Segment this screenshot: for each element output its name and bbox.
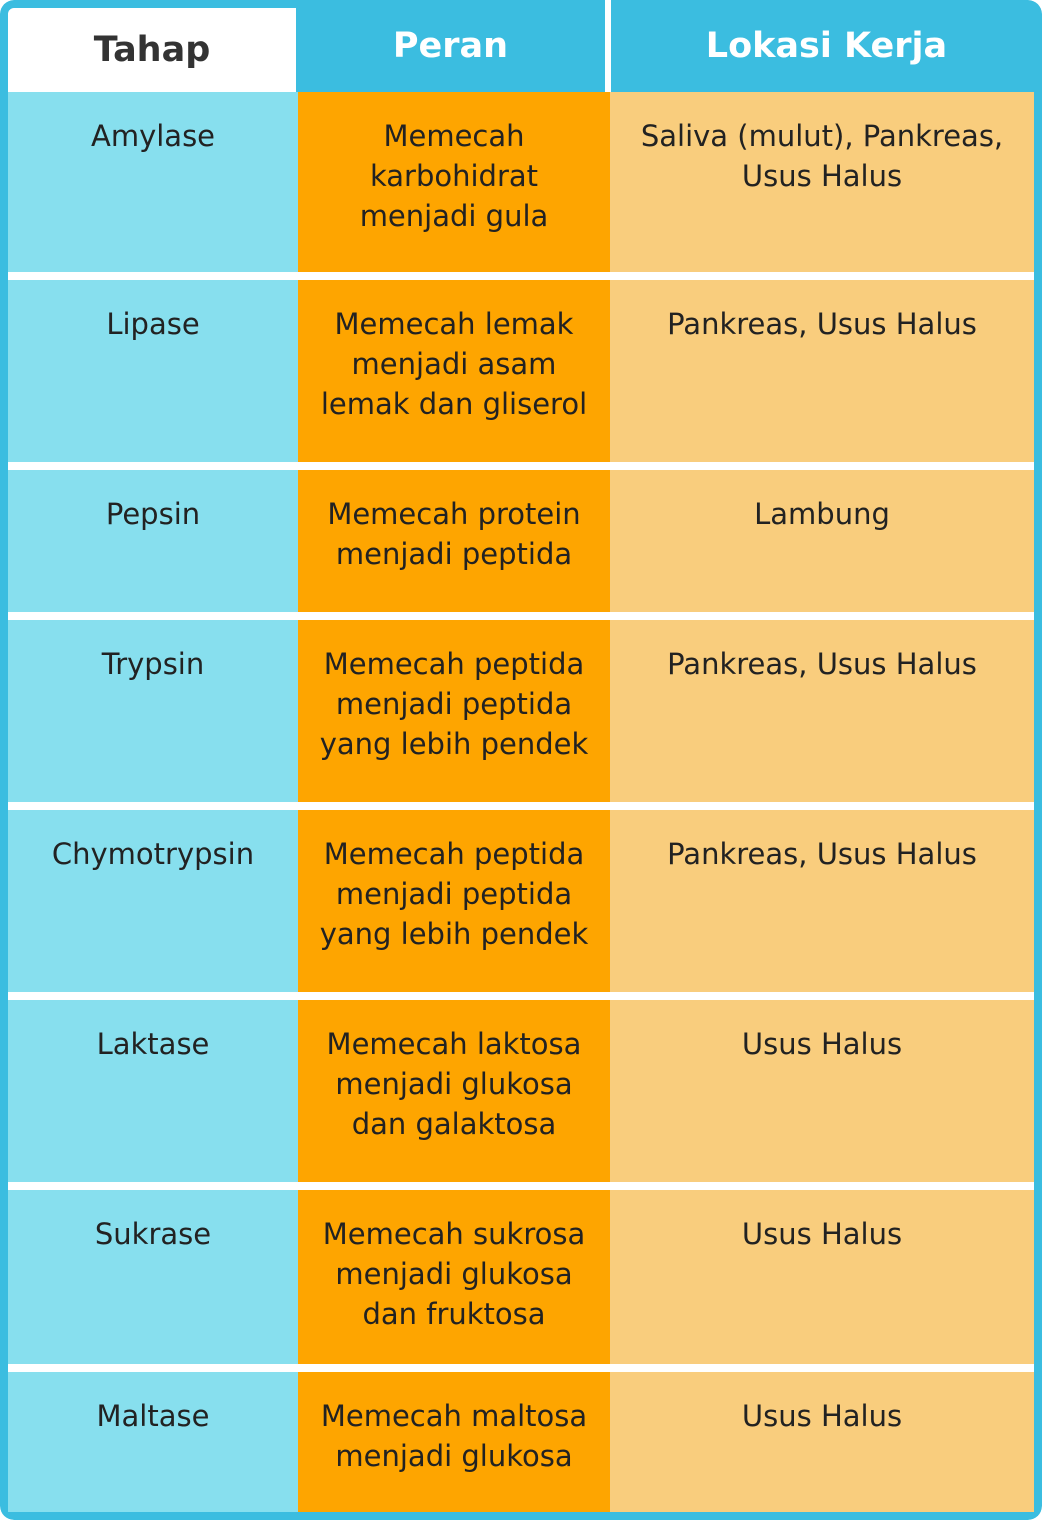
cell-tahap: Pepsin xyxy=(8,470,298,612)
cell-peran: Memecah lemak menjadi asam lemak dan gliserol xyxy=(298,280,610,462)
cell-tahap: Amylase xyxy=(8,92,298,272)
cell-tahap: Trypsin xyxy=(8,620,298,802)
cell-tahap: Lipase xyxy=(8,280,298,462)
cell-peran: Memecah karbohidrat menjadi gula xyxy=(298,92,610,272)
cell-tahap: Laktase xyxy=(8,1000,298,1182)
table-row xyxy=(8,1000,1034,1182)
cell-peran: Memecah protein menjadi peptida xyxy=(298,470,610,612)
cell-lokasi: Pankreas, Usus Halus xyxy=(610,280,1034,462)
table-row xyxy=(8,810,1034,992)
cell-lokasi: Lambung xyxy=(610,470,1034,612)
table-row xyxy=(8,620,1034,802)
table-row xyxy=(8,1372,1034,1512)
cell-peran: Memecah laktosa menjadi glukosa dan galaktosa xyxy=(298,1000,610,1182)
cell-lokasi: Usus Halus xyxy=(610,1190,1034,1364)
cell-peran: Memecah maltosa menjadi glukosa xyxy=(298,1372,610,1512)
header-lokasi-kerja: Lokasi Kerja xyxy=(611,0,1042,92)
header-tahap: Tahap xyxy=(0,0,296,92)
header-peran: Peran xyxy=(296,0,605,92)
cell-lokasi: Usus Halus xyxy=(610,1372,1034,1512)
table-row xyxy=(8,280,1034,462)
table-row xyxy=(8,470,1034,612)
cell-tahap: Maltase xyxy=(8,1372,298,1512)
cell-peran: Memecah sukrosa menjadi glukosa dan fruktosa xyxy=(298,1190,610,1364)
cell-lokasi: Pankreas, Usus Halus xyxy=(610,810,1034,992)
table-row xyxy=(8,1190,1034,1364)
cell-lokasi: Saliva (mulut), Pankreas, Usus Halus xyxy=(610,92,1034,272)
cell-lokasi: Usus Halus xyxy=(610,1000,1034,1182)
cell-tahap: Chymotrypsin xyxy=(8,810,298,992)
cell-lokasi: Pankreas, Usus Halus xyxy=(610,620,1034,802)
cell-peran: Memecah peptida menjadi peptida yang lebih pendek xyxy=(298,620,610,802)
cell-peran: Memecah peptida menjadi peptida yang lebih pendek xyxy=(298,810,610,992)
table-row xyxy=(8,92,1034,272)
cell-tahap: Sukrase xyxy=(8,1190,298,1364)
